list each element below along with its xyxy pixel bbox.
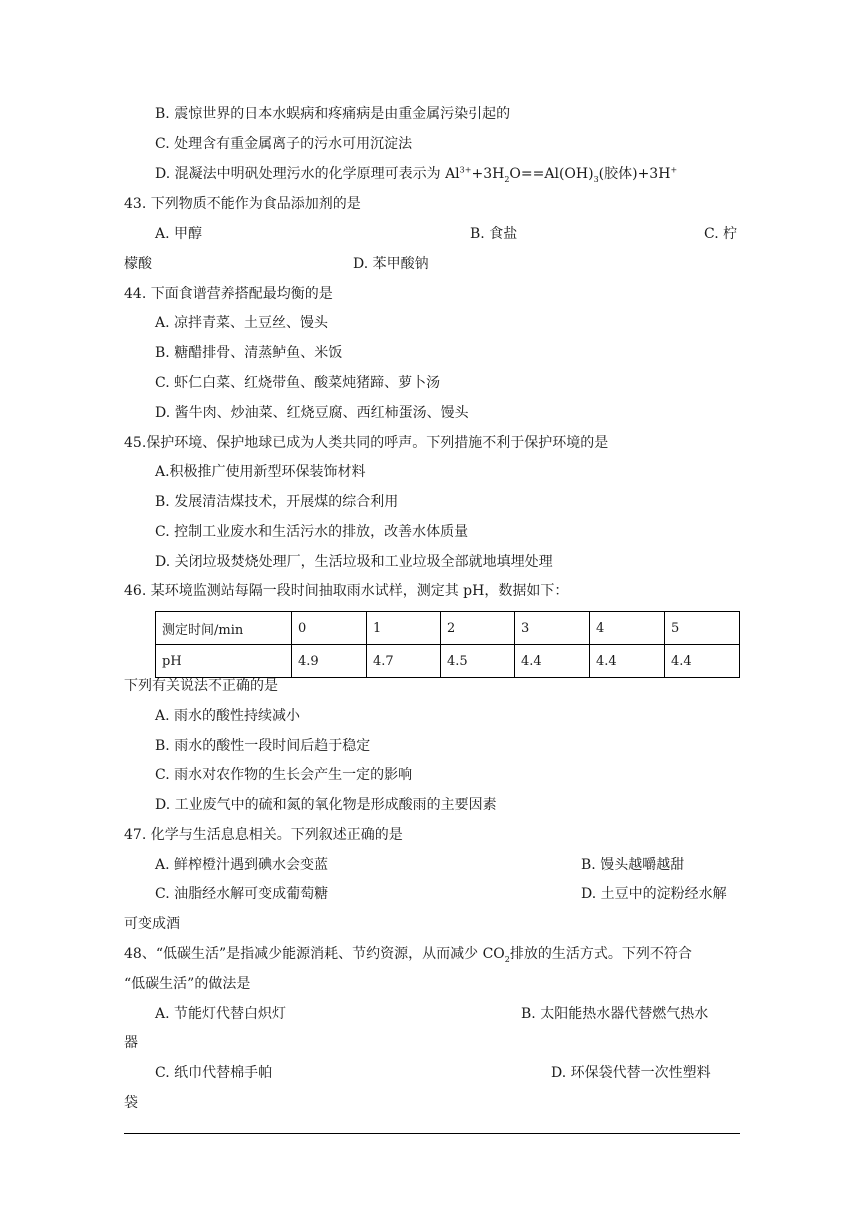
q46-option-a: A. 雨水的酸性持续减小: [155, 708, 301, 724]
q42-option-c: C. 处理含有重金属离子的污水可用沉淀法: [155, 136, 413, 152]
q48-option-c: C. 纸巾代替棉手帕: [155, 1065, 273, 1081]
q44-option-c: C. 虾仁白菜、红烧带鱼、酸菜炖猪蹄、萝卜汤: [155, 375, 441, 391]
q45-option-a: A.积极推广使用新型环保装饰材料: [155, 464, 366, 480]
table-row-time: [156, 612, 740, 645]
table-cell: 4.4: [590, 645, 665, 678]
q46-option-d: D. 工业废气中的硫和氮的氧化物是形成酸雨的主要因素: [155, 797, 497, 813]
table-row-ph: [156, 645, 740, 678]
q45-option-d: D. 关闭垃圾焚烧处理厂，生活垃圾和工业垃圾全部就地填埋处理: [155, 554, 553, 570]
q46-option-b: B. 雨水的酸性一段时间后趋于稳定: [155, 738, 371, 754]
q46-stem: 46. 某环境监测站每隔一段时间抽取雨水试样，测定其 pH，数据如下：: [124, 583, 569, 599]
table-cell: 5: [665, 612, 740, 645]
q48-option-d-cont: 袋: [124, 1095, 138, 1111]
q47-option-a: A. 鲜榨橙汁遇到碘水会变蓝: [155, 857, 329, 873]
q48-option-d: D. 环保袋代替一次性塑料: [551, 1065, 711, 1081]
table-cell: 2: [441, 612, 515, 645]
q44-option-d: D. 酱牛肉、炒油菜、红烧豆腐、西红柿蛋汤、馒头: [155, 405, 469, 421]
q47-option-b: B. 馒头越嚼越甜: [581, 857, 685, 873]
ph-data-table: [155, 611, 740, 678]
q48-option-a: A. 节能灯代替白炽灯: [155, 1006, 287, 1022]
q47-option-d-cont: 可变成酒: [124, 916, 180, 932]
q43-option-b: B. 食盐: [470, 226, 518, 242]
table-cell: 1: [367, 612, 441, 645]
table-cell: 4.4: [515, 645, 590, 678]
q48-option-b: B. 太阳能热水器代替燃气热水: [521, 1006, 709, 1022]
q45-stem: 45.保护环境、保护地球已成为人类共同的呼声。下列措施不利于保护环境的是: [124, 435, 609, 451]
footer-divider: [124, 1133, 740, 1134]
q42-option-d: D. 混凝法中明矾处理污水的化学原理可表示为 $Al^{3+}+3H_2O==Al(OH)_3$(胶体)+3H+: [155, 165, 678, 184]
table-cell: 4: [590, 612, 665, 645]
q48-option-b-cont: 器: [124, 1035, 138, 1051]
q47-option-d: D. 土豆中的淀粉经水解: [581, 886, 727, 902]
table-cell: 3: [515, 612, 590, 645]
table-cell: 0: [292, 612, 367, 645]
q43-option-a: A. 甲醇: [155, 226, 203, 242]
q44-option-b: B. 糖醋排骨、清蒸鲈鱼、米饭: [155, 345, 343, 361]
q48-stem-cont: “低碳生活”的做法是: [124, 976, 251, 992]
q44-option-a: A. 凉拌青菜、土豆丝、馒头: [155, 315, 329, 331]
q42-option-b: B. 震惊世界的日本水蜈病和疼痛病是由重金属污染引起的: [155, 106, 511, 122]
table-header-cell: pH: [156, 645, 292, 678]
q43-stem: 43. 下列物质不能作为食品添加剂的是: [124, 196, 361, 212]
table-header-cell: 测定时间/min: [156, 612, 292, 645]
q43-option-c-cont: 檬酸: [124, 256, 152, 272]
q47-option-c: C. 油脂经水解可变成葡萄糖: [155, 886, 329, 902]
q47-stem: 47. 化学与生活息息相关。下列叙述正确的是: [124, 827, 403, 843]
q43-option-d: D. 苯甲酸钠: [353, 256, 429, 272]
table-cell: 4.5: [441, 645, 515, 678]
q45-option-b: B. 发展清洁煤技术，开展煤的综合利用: [155, 494, 399, 510]
q48-stem: 48、“低碳生活”是指减少能源消耗、节约资源，从而减少 $CO_2$排放的生活方式。下列不符合: [124, 946, 692, 964]
q46-sub-stem: 下列有关说法不正确的是: [124, 678, 278, 694]
q44-stem: 44. 下面食谱营养搭配最均衡的是: [124, 286, 333, 302]
table-cell: 4.9: [292, 645, 367, 678]
table-cell: 4.4: [665, 645, 740, 678]
q45-option-c: C. 控制工业废水和生活污水的排放，改善水体质量: [155, 524, 469, 540]
q46-option-c: C. 雨水对农作物的生长会产生一定的影响: [155, 767, 413, 783]
q43-option-c: C. 柠: [704, 226, 738, 242]
table-cell: 4.7: [367, 645, 441, 678]
